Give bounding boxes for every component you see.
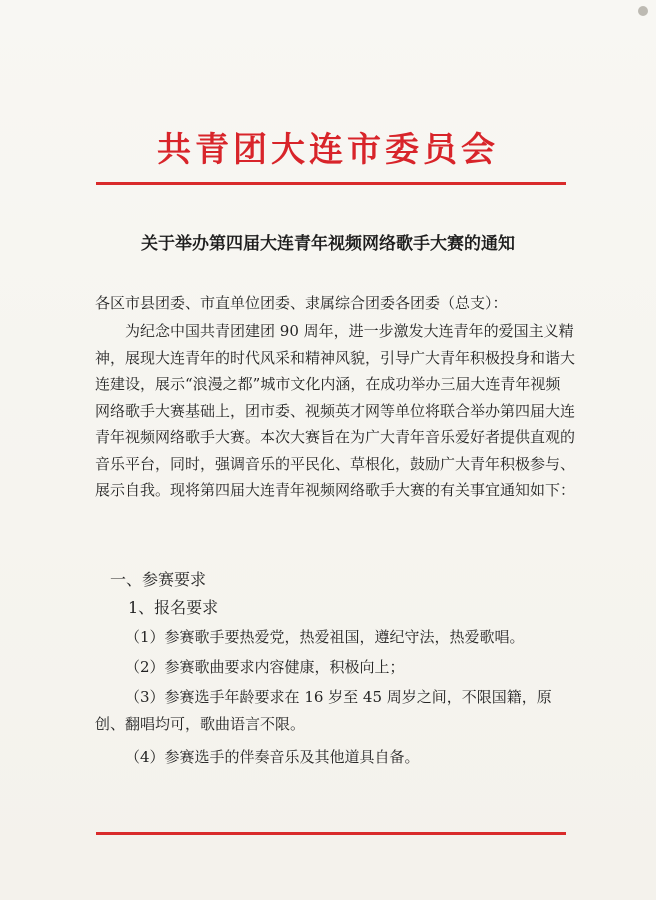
main-paragraph: 为纪念中国共青团建团 90 周年，进一步激发大连青年的爱国主义精神，展现大连青年的时代风采和精神风貌，引导广大青年积极投身和谐大连建设，展示“浪漫之都”城市文化内涵，在成功举办三届大连青年视频网络歌手大赛基础上，团市委、视频英才网等单位将联合举办第四届大连青年视频网络歌手大赛。本次大赛旨在为广大青年音乐爱好者提供直观的音乐平台，同时，强调音乐的平民化、草根化，鼓励广大青年积极参与、展示自我。现将第四届大连青年视频网络歌手大赛的有关事宜通知如下： xyxy=(95,322,576,499)
scan-mark xyxy=(638,6,648,16)
letterhead-red-rule xyxy=(96,182,566,185)
requirement-item-1: （1）参赛歌手要热爱党，热爱祖国，遵纪守法，热爱歌唱。 xyxy=(125,628,525,646)
requirement-item-3: （3）参赛选手年龄要求在 16 岁至 45 周岁之间，不限国籍，原创、翻唱均可，歌曲语言不限。 xyxy=(95,688,552,733)
footer-red-rule xyxy=(96,832,566,835)
notice-title: 关于举办第四届大连青年视频网络歌手大赛的通知 xyxy=(141,234,515,254)
salutation: 各区市县团委、市直单位团委、隶属综合团委各团委（总支）： xyxy=(95,294,508,312)
letterhead-org-name: 共青团大连市委员会 xyxy=(157,130,499,170)
section-heading-requirements: 一、参赛要求 xyxy=(110,570,207,589)
requirement-item-4: （4）参赛选手的伴奏音乐及其他道具自备。 xyxy=(125,748,420,766)
subsection-heading-registration: 1、报名要求 xyxy=(128,598,219,617)
requirement-item-2: （2）参赛歌曲要求内容健康，积极向上； xyxy=(125,658,405,676)
